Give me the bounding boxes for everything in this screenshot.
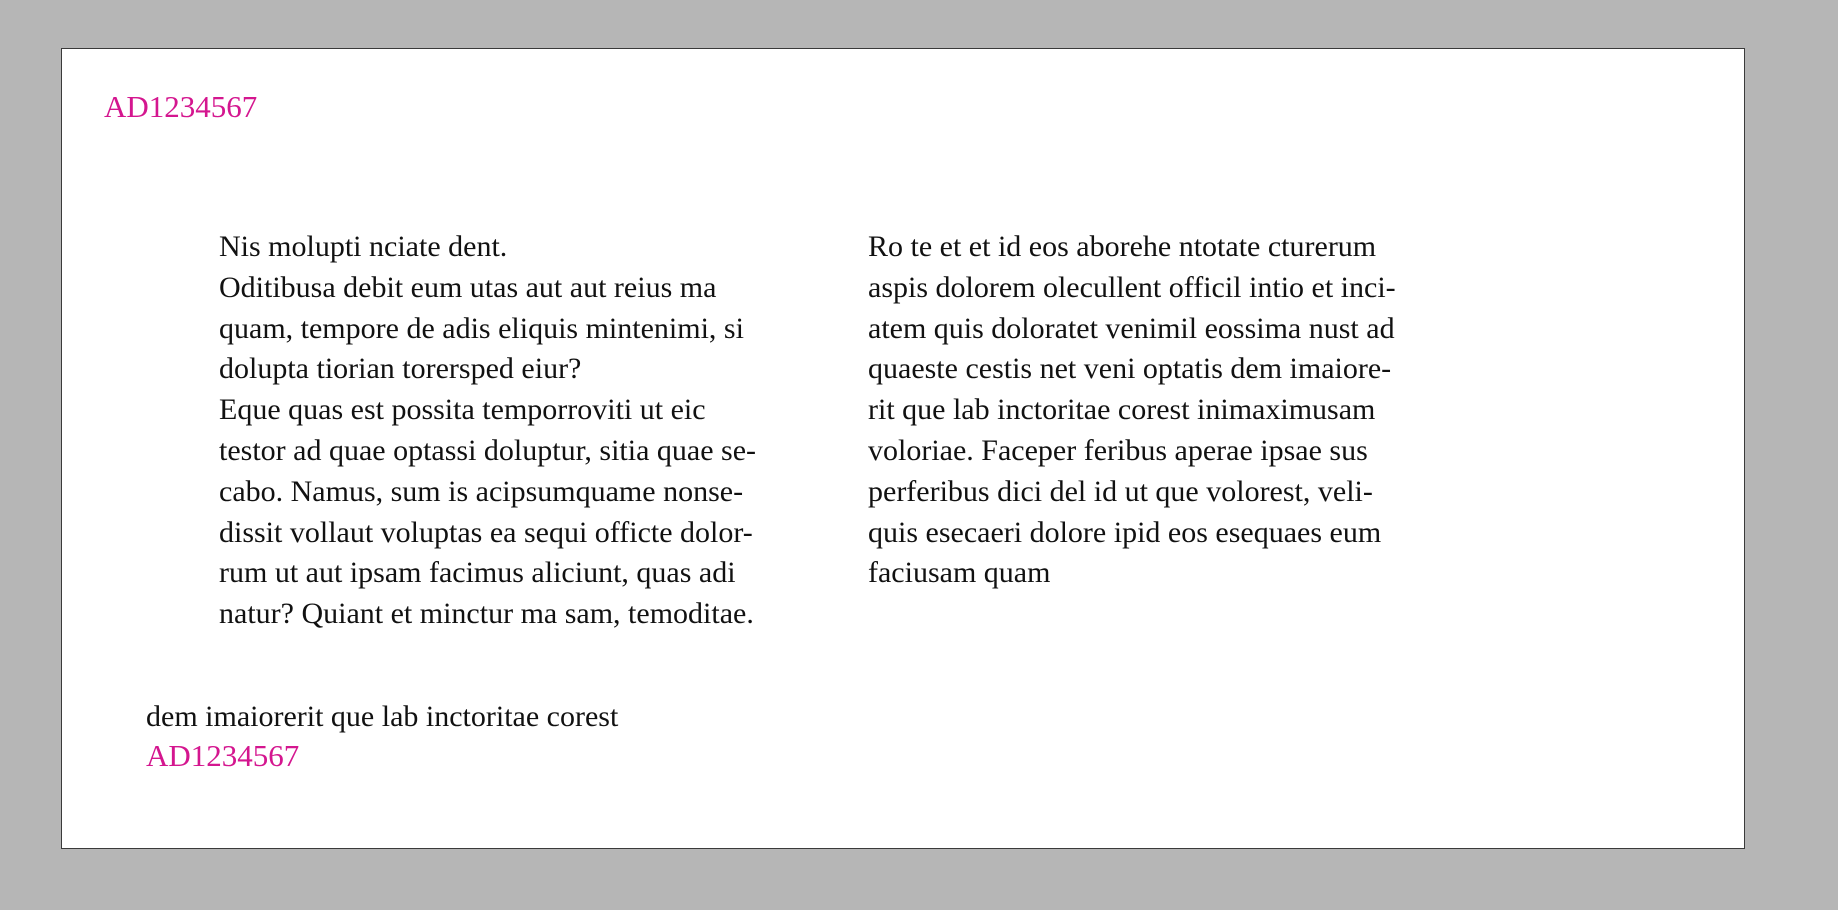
right-column-line: quis esecaeri dolore ipid eos esequaes eum [868, 515, 1382, 549]
left-column-line: rum ut aut ipsam facimus aliciunt, quas adi [219, 556, 736, 590]
left-column-line: cabo. Namus, sum is acipsumquame nonse- [219, 474, 744, 508]
right-text-column [868, 227, 1508, 594]
left-column-line: Oditibusa debit eum utas aut aut reius ma [219, 270, 717, 304]
left-column-line: dissit vollaut voluptas ea sequi officte dolor- [219, 515, 753, 549]
right-column-line: perferibus dici del id ut que volorest, veli- [868, 474, 1373, 508]
left-column-line: quam, tempore de adis eliquis mintenimi, si [219, 311, 744, 345]
right-column-line: quaeste cestis net veni optatis dem imaiore- [868, 352, 1392, 386]
right-column-line: rit que lab inctoritae corest inimaximusam [868, 393, 1376, 427]
footer-text: dem imaiorerit que lab inctoritae corest [146, 700, 619, 733]
right-column-line: Ro te et et id eos aborehe ntotate cturerum [868, 230, 1377, 263]
right-column-line: aspis dolorem olecullent officil intio et inci- [868, 270, 1396, 304]
left-column-line: testor ad quae optassi doluptur, sitia quae se- [219, 433, 756, 467]
footer-reference-code: AD1234567 [146, 737, 300, 773]
footer-block [146, 697, 618, 771]
left-column-line: Eque quas est possita temporroviti ut eic [219, 393, 706, 427]
left-text-column [219, 227, 859, 635]
right-column-line: faciusam quam [868, 556, 1051, 590]
right-column-line: voloriae. Faceper feribus aperae ipsae sus [868, 433, 1368, 467]
document-page [61, 48, 1745, 849]
right-column-line: atem quis doloratet venimil eossima nust ad [868, 311, 1395, 345]
left-column-line: natur? Quiant et minctur ma sam, temoditae. [219, 597, 754, 631]
left-column-line: dolupta tiorian torersped eiur? [219, 352, 582, 386]
header-reference-code: AD1234567 [104, 89, 258, 124]
left-column-line: Nis molupti nciate dent. [219, 230, 508, 263]
